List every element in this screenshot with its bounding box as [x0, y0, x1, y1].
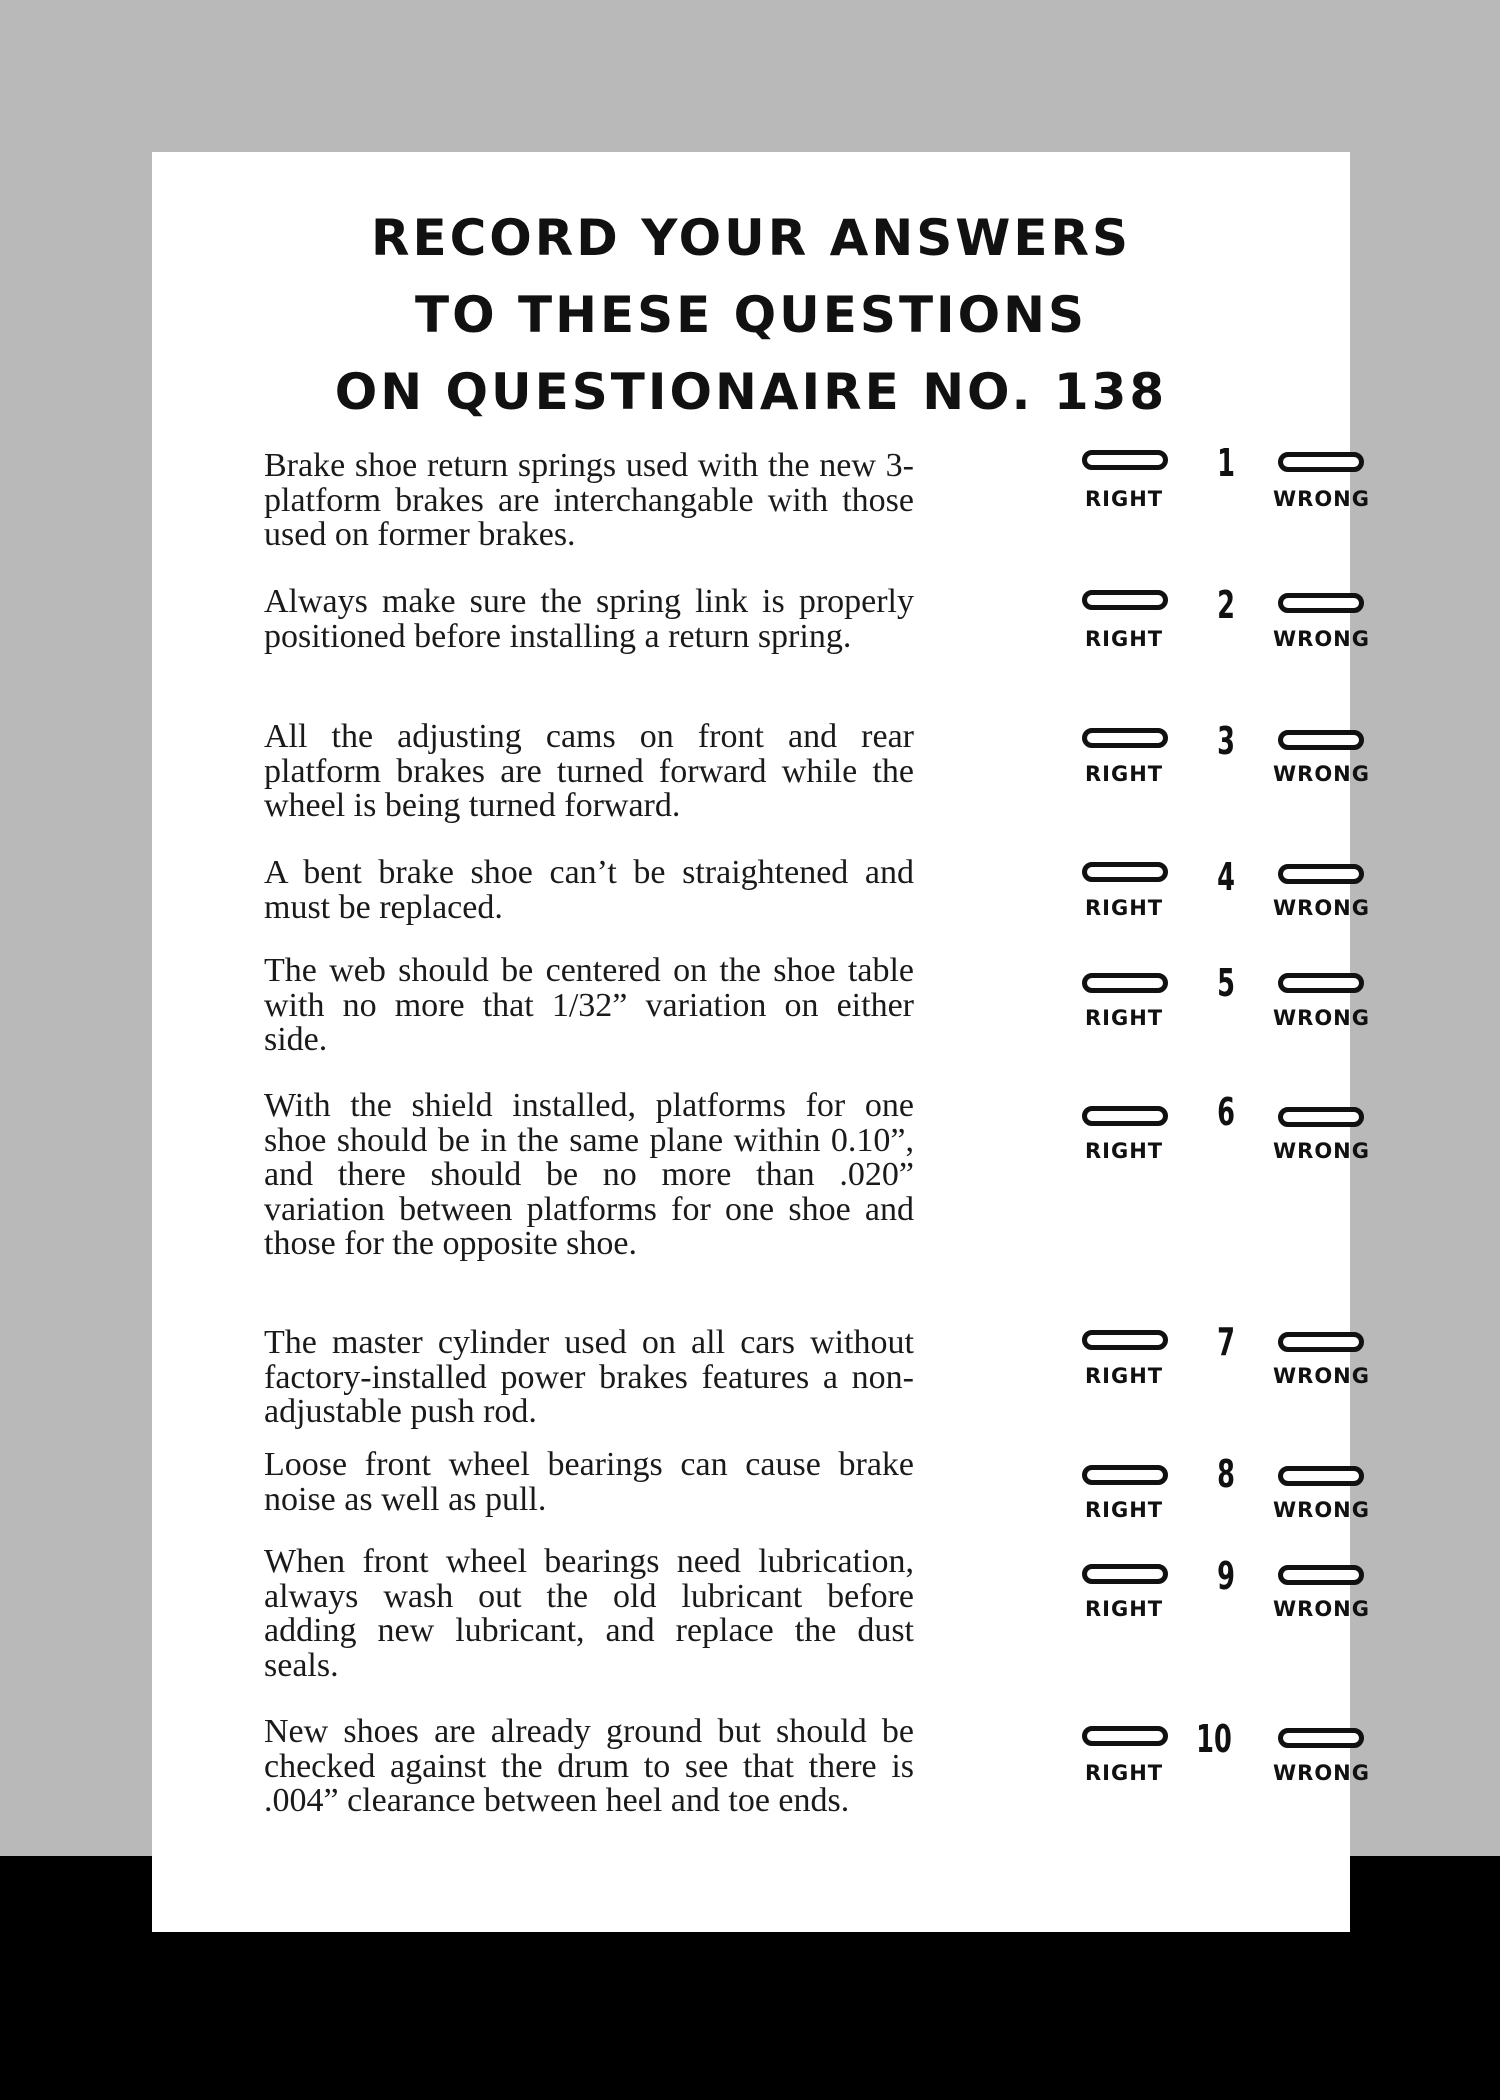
- wrong-answer-bubble[interactable]: [1278, 1107, 1364, 1127]
- question-text: All the adjusting cams on front and rear platform brakes are turned forward while the wheel is being turned forward.: [264, 718, 914, 825]
- question-text: The master cylinder used on all cars without factory-installed power brakes features a non-adjustable push rod.: [264, 1324, 914, 1431]
- question-text: Brake shoe return springs used with the new 3-platform brakes are interchangable with those used on former brakes.: [264, 447, 914, 554]
- wrong-label: WRONG: [1273, 896, 1370, 920]
- wrong-label: WRONG: [1273, 1364, 1370, 1388]
- title-line: ON QUESTIONAIRE NO. 138: [334, 363, 1168, 421]
- wrong-label: WRONG: [1273, 1498, 1370, 1522]
- wrong-answer-bubble[interactable]: [1278, 730, 1364, 750]
- right-label: RIGHT: [1085, 1364, 1164, 1388]
- questionnaire-sheet: [152, 152, 1370, 1932]
- question-text: When front wheel bearings need lubrication, always wash out the old lubricant before adding new lubricant, and replace the dust seals.: [264, 1543, 914, 1684]
- question-number: 5: [1217, 961, 1235, 1005]
- right-label: RIGHT: [1085, 762, 1164, 786]
- title-line: RECORD YOUR ANSWERS: [370, 209, 1132, 267]
- right-label: RIGHT: [1085, 1139, 1164, 1163]
- wrong-answer-bubble[interactable]: [1278, 452, 1364, 472]
- wrong-label: WRONG: [1273, 1006, 1370, 1030]
- wrong-answer-bubble[interactable]: [1278, 1728, 1364, 1748]
- right-answer-bubble[interactable]: [1082, 1106, 1168, 1126]
- right-answer-bubble[interactable]: [1082, 728, 1168, 748]
- question-text: Always make sure the spring link is properly positioned before installing a return spring.: [264, 583, 914, 655]
- right-answer-bubble[interactable]: [1082, 1330, 1168, 1350]
- wrong-label: WRONG: [1273, 1761, 1370, 1785]
- right-label: RIGHT: [1085, 627, 1164, 651]
- question-number: 3: [1217, 719, 1235, 763]
- wrong-label: WRONG: [1273, 1139, 1370, 1163]
- right-label: RIGHT: [1085, 487, 1164, 511]
- question-number: 1: [1217, 441, 1235, 485]
- question-number: 8: [1217, 1452, 1235, 1496]
- right-label: RIGHT: [1085, 1498, 1164, 1522]
- question-text: Loose front wheel bearings can cause brake noise as well as pull.: [264, 1446, 914, 1518]
- right-answer-bubble[interactable]: [1082, 1726, 1168, 1746]
- wrong-answer-bubble[interactable]: [1278, 973, 1364, 993]
- wrong-label: WRONG: [1273, 487, 1370, 511]
- page-title: [152, 200, 1350, 431]
- wrong-answer-bubble[interactable]: [1278, 1565, 1364, 1585]
- wrong-answer-bubble[interactable]: [1278, 1466, 1364, 1486]
- right-answer-bubble[interactable]: [1082, 862, 1168, 882]
- question-number: 2: [1217, 583, 1235, 627]
- right-answer-bubble[interactable]: [1082, 973, 1168, 993]
- wrong-answer-bubble[interactable]: [1278, 593, 1364, 613]
- question-text: A bent brake shoe can’t be straightened and must be replaced.: [264, 854, 914, 926]
- right-label: RIGHT: [1085, 1597, 1164, 1621]
- question-text: With the shield installed, platforms for one shoe should be in the same plane within 0.10”, and there should be no more than .020” variation between platforms for one shoe and those for the opposite shoe.: [264, 1087, 914, 1263]
- right-label: RIGHT: [1085, 1761, 1164, 1785]
- right-answer-bubble[interactable]: [1082, 590, 1168, 610]
- wrong-label: WRONG: [1273, 762, 1370, 786]
- right-label: RIGHT: [1085, 1006, 1164, 1030]
- wrong-answer-bubble[interactable]: [1278, 1332, 1364, 1352]
- question-number: 7: [1217, 1320, 1235, 1364]
- question-number: 4: [1217, 855, 1235, 899]
- right-answer-bubble[interactable]: [1082, 1564, 1168, 1584]
- wrong-label: WRONG: [1273, 627, 1370, 651]
- wrong-label: WRONG: [1273, 1597, 1370, 1621]
- question-text: The web should be centered on the shoe table with no more that 1/32” variation on either side.: [264, 952, 914, 1059]
- question-number: 10: [1196, 1717, 1232, 1761]
- title-line: TO THESE QUESTIONS: [414, 286, 1088, 344]
- right-answer-bubble[interactable]: [1082, 450, 1168, 470]
- wrong-answer-bubble[interactable]: [1278, 864, 1364, 884]
- question-number: 9: [1217, 1554, 1235, 1598]
- right-answer-bubble[interactable]: [1082, 1465, 1168, 1485]
- question-text: New shoes are already ground but should be checked against the drum to see that there is .004” clearance between heel and toe ends.: [264, 1713, 914, 1820]
- question-number: 6: [1217, 1090, 1235, 1134]
- right-label: RIGHT: [1085, 896, 1164, 920]
